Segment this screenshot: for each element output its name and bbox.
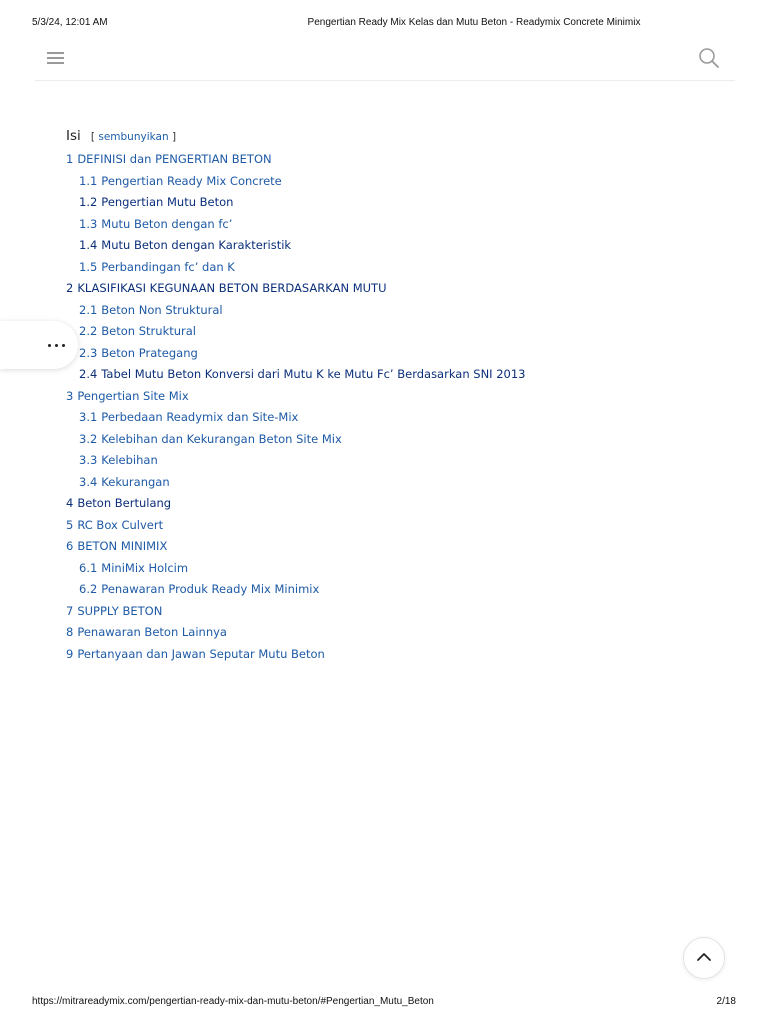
toc-section — [66, 493, 706, 515]
search-icon[interactable] — [697, 46, 721, 70]
print-datetime: 5/3/24, 12:01 AM — [32, 17, 108, 28]
toc-heading — [66, 124, 706, 148]
toc-link-1-5[interactable]: 1.5 Perbandingan fc’ dan K — [79, 259, 235, 274]
toc-link-1[interactable]: 1 DEFINISI dan PENGERTIAN BETON — [66, 152, 272, 166]
toc-link-5[interactable]: 5 RC Box Culvert — [66, 517, 164, 532]
toc-link-9[interactable]: 9 Pertanyaan dan Jawan Seputar Mutu Beton — [66, 646, 325, 661]
toc-section — [66, 536, 706, 601]
toc-link-3-3[interactable]: 3.3 Kelebihan — [79, 453, 158, 467]
toc-link-2-3[interactable]: 2.3 Beton Prategang — [79, 345, 198, 360]
toc-section — [66, 386, 706, 494]
toc-link-1-3[interactable]: 1.3 Mutu Beton dengan fc’ — [79, 216, 233, 231]
toc-link-3-4[interactable]: 3.4 Kekurangan — [79, 474, 170, 489]
toc-link-2[interactable]: 2 KLASIFIKASI KEGUNAAN BETON BERDASARKAN MUTU — [66, 281, 387, 295]
toc-section — [66, 601, 706, 623]
print-url: https://mitrareadymix.com/pengertian-ready-mix-dan-mutu-beton/#Pengertian_Mutu_Beton — [32, 996, 434, 1007]
chevron-up-icon — [696, 951, 712, 963]
toc-list — [66, 149, 706, 665]
table-of-contents — [66, 124, 706, 665]
toc-section — [66, 644, 706, 666]
toc-link-6-2[interactable]: 6.2 Penawaran Produk Ready Mix Minimix — [79, 582, 320, 596]
print-footer — [32, 996, 736, 1010]
toc-section — [66, 149, 706, 278]
print-page-number: 2/18 — [716, 996, 736, 1007]
toc-link-2-2[interactable]: 2.2 Beton Struktural — [79, 324, 197, 338]
toc-link-8[interactable]: 8 Penawaran Beton Lainnya — [66, 625, 227, 639]
toc-section — [66, 515, 706, 537]
hamburger-menu-icon[interactable] — [47, 50, 67, 66]
toc-link-3-2[interactable]: 3.2 Kelebihan dan Kekurangan Beton Site Mix — [79, 431, 342, 446]
toc-link-3[interactable]: 3 Pengertian Site Mix — [66, 388, 189, 403]
toc-section — [66, 622, 706, 644]
back-to-top-button[interactable] — [683, 937, 725, 979]
print-page-title: Pengertian Ready Mix Kelas dan Mutu Beton - Readymix Concrete Minimix — [307, 17, 641, 28]
toc-link-4[interactable]: 4 Beton Bertulang — [66, 496, 172, 510]
toc-hide-link[interactable]: sembunyikan — [98, 131, 169, 143]
toc-link-2-4[interactable]: 2.4 Tabel Mutu Beton Konversi dari Mutu K ke Mutu Fc’ Berdasarkan SNI 2013 — [79, 367, 526, 381]
toc-link-6[interactable]: 6 BETON MINIMIX — [66, 539, 168, 553]
toc-toggle: [ sembunyikan ] — [90, 131, 177, 143]
toc-link-1-4[interactable]: 1.4 Mutu Beton dengan Karakteristik — [79, 238, 292, 252]
toc-link-2-1[interactable]: 2.1 Beton Non Struktural — [79, 302, 223, 317]
floating-share-menu-button[interactable] — [0, 321, 78, 369]
toc-link-1-2[interactable]: 1.2 Pengertian Mutu Beton — [79, 195, 234, 209]
toc-title: Isi — [66, 128, 81, 144]
toc-link-3-1[interactable]: 3.1 Perbedaan Readymix dan Site-Mix — [79, 410, 299, 424]
site-header-bar — [35, 40, 735, 81]
toc-link-7[interactable]: 7 SUPPLY BETON — [66, 603, 163, 618]
toc-link-6-1[interactable]: 6.1 MiniMix Holcim — [79, 560, 189, 575]
toc-link-1-1[interactable]: 1.1 Pengertian Ready Mix Concrete — [79, 173, 282, 188]
print-header — [32, 17, 736, 31]
toc-section — [66, 278, 706, 386]
